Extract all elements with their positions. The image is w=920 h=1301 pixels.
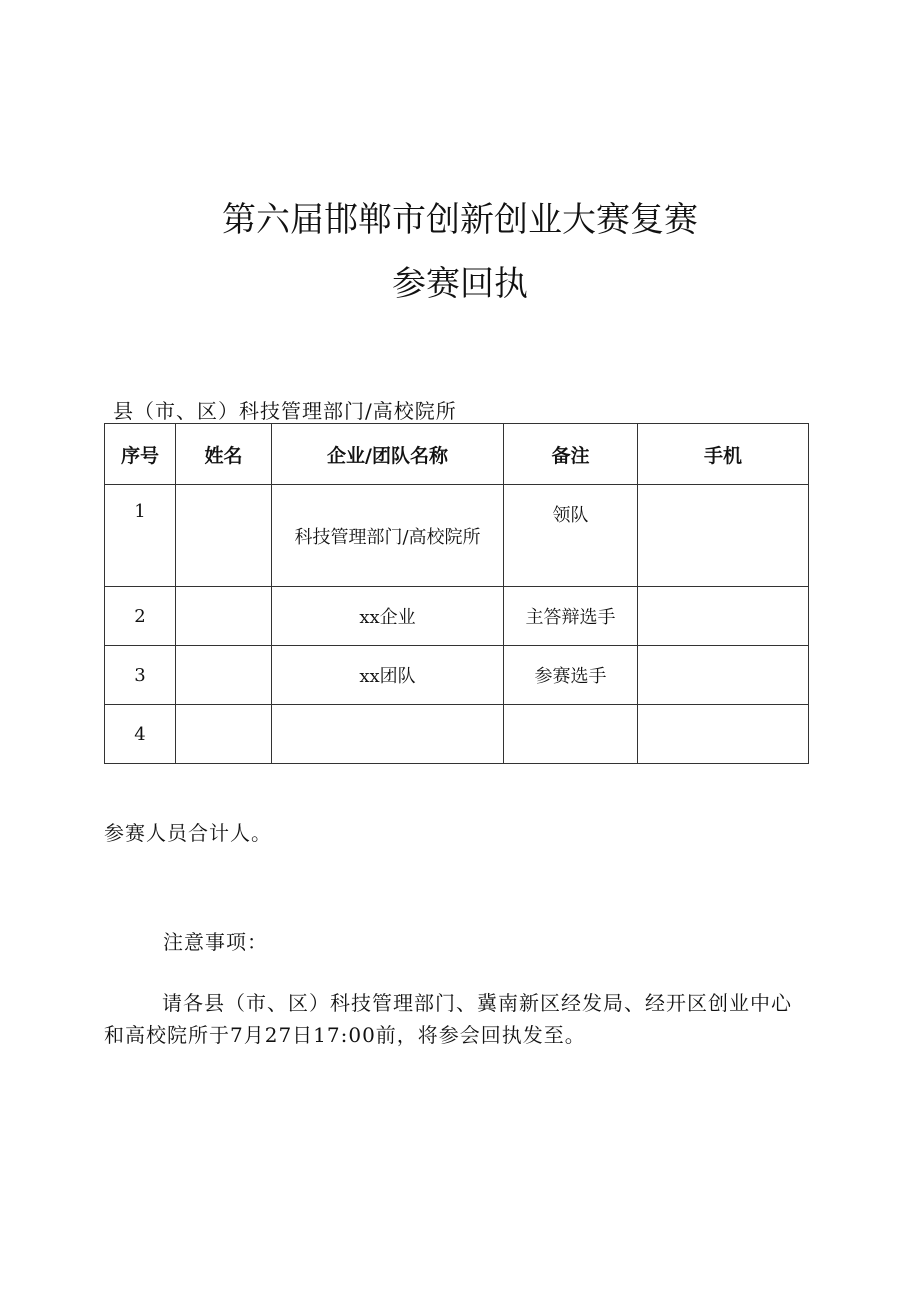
cell-name (176, 587, 272, 646)
cell-organization: xx企业 (272, 587, 504, 646)
cell-name (176, 485, 272, 587)
notice-heading: 注意事项： (163, 930, 268, 954)
cell-remark: 主答辩选手 (504, 587, 638, 646)
cell-phone (638, 485, 809, 587)
table-row (105, 705, 809, 764)
department-line: 县（市、区）科技管理部门/高校院所 (113, 399, 457, 423)
table-row (105, 485, 809, 587)
cell-remark (504, 485, 638, 587)
header-serial: 序号 (105, 424, 176, 485)
table-row (105, 646, 809, 705)
cell-name (176, 646, 272, 705)
cell-organization: 科技管理部门/高校院所 (272, 485, 504, 587)
cell-phone (638, 705, 809, 764)
cell-serial (105, 485, 176, 587)
table-row (105, 587, 809, 646)
registration-table (104, 423, 809, 764)
table-header-row (105, 424, 809, 485)
cell-phone (638, 587, 809, 646)
cell-name (176, 705, 272, 764)
cell-phone (638, 646, 809, 705)
cell-remark: 参赛选手 (504, 646, 638, 705)
cell-organization (272, 705, 504, 764)
cell-remark (504, 705, 638, 764)
cell-serial-text: 1 (134, 501, 146, 522)
header-organization: 企业/团队名称 (272, 424, 504, 485)
cell-serial: 2 (105, 587, 176, 646)
participant-total-line: 参赛人员合计人。 (104, 821, 272, 845)
notice-body-text: 请各县（市、区）科技管理部门、冀南新区经发局、经开区创业中心和高校院所于7月27日17:00前，将参会回执发至。 (104, 991, 792, 1047)
header-name: 姓名 (176, 424, 272, 485)
cell-serial: 4 (105, 705, 176, 764)
document-subtitle: 参赛回执 (392, 264, 528, 304)
document-title: 第六届邯郸市创新创业大赛复赛 (222, 200, 698, 240)
header-phone: 手机 (638, 424, 809, 485)
cell-serial: 3 (105, 646, 176, 705)
cell-remark-text: 领队 (552, 505, 589, 526)
cell-organization: xx团队 (272, 646, 504, 705)
header-remark: 备注 (504, 424, 638, 485)
notice-paragraph (104, 987, 804, 1051)
